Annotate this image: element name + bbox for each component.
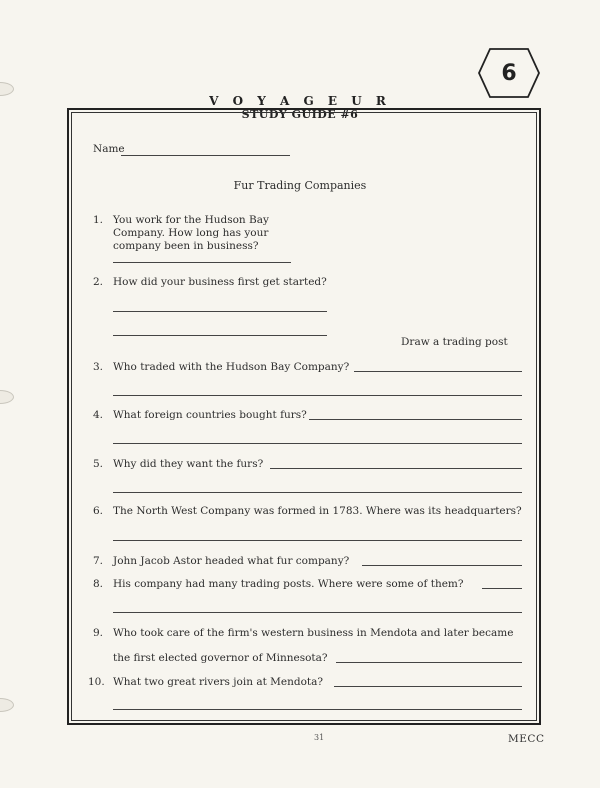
q3-text: Who traded with the Hudson Bay Company? [113,361,350,373]
q9-text-line1: Who took care of the firm's western business in Mendota and later became [113,627,514,639]
q4-answer-line[interactable] [113,443,522,444]
program-title: V O Y A G E U R [209,94,391,108]
q9-answer-line[interactable] [336,662,522,663]
publisher-label: MECC [508,733,545,745]
q8-answer-line[interactable] [113,612,522,613]
q7-answer-line[interactable] [362,565,522,566]
q6-answer-line[interactable] [113,540,522,541]
q2-answer-line[interactable] [113,311,327,312]
name-answer-line[interactable] [121,155,290,156]
q5-number: 5. [93,458,104,470]
q10-text: What two great rivers join at Mendota? [113,676,324,688]
worksheet-subtitle: Fur Trading Companies [233,179,367,192]
q1-number: 1. [93,214,104,226]
q8-number: 8. [93,578,104,590]
q3-answer-line[interactable] [113,395,522,396]
binder-hole [0,698,14,712]
q3-answer-line[interactable] [354,371,522,372]
q9-number: 9. [93,627,104,639]
q5-answer-line[interactable] [113,492,522,493]
q2-answer-line[interactable] [113,335,327,336]
q3-number: 3. [93,361,104,373]
q1-text-line2: Company. How long has your [113,227,269,239]
q9-text-line2: the first elected governor of Minnesota? [113,652,328,664]
q5-answer-line[interactable] [270,468,522,469]
q1-answer-line[interactable] [113,262,291,263]
q2-text: How did your business first get started? [113,276,327,288]
q8-answer-line[interactable] [482,588,522,589]
guide-title: STUDY GUIDE #6 [241,108,359,121]
page-number: 31 [314,733,325,742]
guide-number: 6 [501,60,517,86]
q7-text: John Jacob Astor headed what fur company? [113,555,350,567]
q6-text: The North West Company was formed in 1783. Where was its headquarters? [113,505,522,517]
q5-text: Why did they want the furs? [113,458,264,470]
q10-number: 10. [88,676,105,688]
q4-number: 4. [93,409,104,421]
q1-text-line1: You work for the Hudson Bay [113,214,269,226]
q10-answer-line[interactable] [113,709,522,710]
q7-number: 7. [93,555,104,567]
guide-number-badge [478,48,540,98]
q2-number: 2. [93,276,104,288]
name-label: Name [93,143,125,155]
draw-trading-post-label: Draw a trading post [401,336,508,348]
q4-text: What foreign countries bought furs? [113,409,307,421]
q4-answer-line[interactable] [309,419,522,420]
q8-text: His company had many trading posts. Where were some of them? [113,578,464,590]
q1-text-line3: company been in business? [113,240,259,252]
q10-answer-line[interactable] [334,686,522,687]
binder-hole [0,390,14,404]
q6-number: 6. [93,505,104,517]
